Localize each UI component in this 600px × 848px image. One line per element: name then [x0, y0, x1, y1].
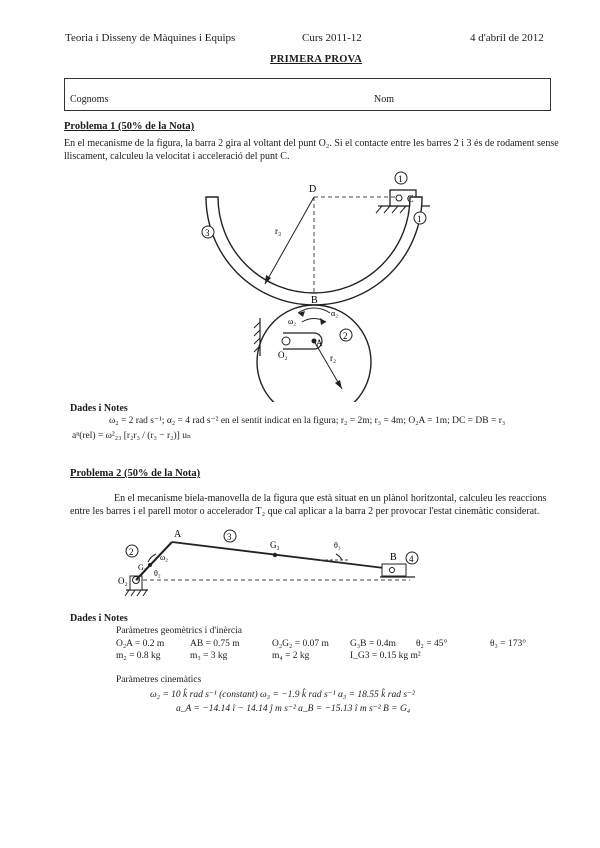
academic-year: Curs 2011-12: [302, 32, 362, 44]
label-omega2: ω₂: [288, 317, 297, 326]
label-o2: O₂: [118, 576, 128, 586]
r3-line: [265, 197, 314, 284]
param-cell: θ₃ = 173°: [490, 639, 527, 649]
surname-label: Cognoms: [70, 94, 109, 105]
point-g3: [273, 553, 277, 557]
name-label: Nom: [374, 94, 394, 105]
problem1-data-line2: aⁿ(rel) = ω²₂₃ [r₂r₃ / (r₃ − r₂)] uₙ: [72, 431, 192, 441]
body-number: 2: [343, 331, 348, 341]
disk-body-2: [257, 305, 371, 402]
label-b: B: [390, 552, 397, 563]
param-cell: m₃ = 3 kg: [190, 651, 228, 661]
label-r2: r₂: [330, 353, 337, 363]
point-g2: [148, 563, 152, 567]
label-g3: G₃: [270, 540, 280, 550]
label-a: A: [174, 529, 182, 540]
problem1-data-line1: ω₂ = 2 rad s⁻¹; α₂ = 4 rad s⁻² en el sentit indicat en la figura; r₂ = 2m; r₃ = 4m; O₂A = 1m; DC = DB = r₃: [109, 416, 506, 426]
label-o2: O₂: [278, 350, 288, 360]
pin-c: [396, 195, 402, 201]
pin-b: [390, 568, 395, 573]
pin-o2: [282, 337, 290, 345]
problem1-figure: [190, 166, 450, 402]
body-number: 1: [417, 214, 422, 224]
kinematic-params-line2: a_A = −14.14 î − 14.14 ĵ m s⁻² a_B = −15.13 î m s⁻² B = G₄: [176, 704, 411, 714]
param-cell: m₄ = 2 kg: [272, 651, 310, 661]
problem2-title: Problema 2 (50% de la Nota): [70, 468, 201, 479]
label-theta2: θ₂: [154, 569, 161, 578]
body-number: 3: [227, 532, 232, 542]
param-cell: G₃B = 0.4m: [350, 639, 396, 649]
kinematic-params-title: Paràmetres cinemàtics: [116, 675, 202, 685]
param-cell: O₂G₂ = 0.07 m: [272, 639, 329, 649]
problem2-data-title: Dades i Notes: [70, 613, 128, 624]
label-omega2: ω₂: [160, 553, 169, 562]
problem1-data-title: Dades i Notes: [70, 403, 128, 414]
problem1-statement: En el mecanisme de la figura, la barra 2 gira al voltant del punt O₂. Si el contacte entre les barres 2 i 3 és de rodament sense lliscament, calculeu la velocitat i acceleració del punt C.: [64, 138, 559, 162]
label-c: C: [407, 194, 414, 205]
label-r3: r₃: [275, 226, 282, 236]
problem1-title: Problema 1 (50% de la Nota): [64, 121, 195, 132]
body-number: 4: [409, 554, 414, 564]
param-cell: AB = 0.75 m: [190, 639, 240, 649]
label-d: D: [309, 184, 317, 195]
label-alpha2: α₂: [331, 309, 338, 318]
param-cell: θ₂ = 45°: [416, 639, 448, 649]
student-name-box[interactable]: [64, 78, 551, 111]
body-number: 3: [205, 228, 210, 238]
param-cell: I_G3 = 0.15 kg m²: [350, 651, 421, 661]
label-g2: G₂: [138, 563, 147, 572]
course-name: Teoria i Disseny de Màquines i Equips: [65, 32, 236, 44]
problem2-figure: [110, 524, 430, 606]
exam-title: PRIMERA PROVA: [270, 54, 363, 65]
param-cell: O₂A = 0.2 m: [116, 639, 165, 649]
connecting-rod-3: [172, 542, 392, 569]
kinematic-params-line1: ω₂ = 10 k̂ rad s⁻¹ (constant) ω₃ = −1.9 k̂ rad s⁻¹ α₃ = 18.55 k̂ rad s⁻²: [150, 690, 415, 700]
param-cell: m₂ = 0.8 kg: [116, 651, 161, 661]
exam-date: 4 d'abril de 2012: [470, 32, 544, 44]
body-number: 1: [398, 174, 403, 184]
label-a: A: [316, 338, 323, 348]
problem2-statement: En el mecanisme biela-manovella de la figura que està situat en un plànol horitzontal, calculeu les reaccions entre les barres i el parell motor o accelerador T₂ que cal aplicar a la barra 2 per provocar l'estat cinemàtic considerat.: [70, 493, 547, 517]
body-number: 2: [129, 547, 134, 557]
label-theta3: θ₃: [334, 541, 341, 550]
geometric-params-title: Paràmetres geomètrics i d'inèrcia: [116, 626, 242, 636]
label-b: B: [311, 295, 318, 306]
